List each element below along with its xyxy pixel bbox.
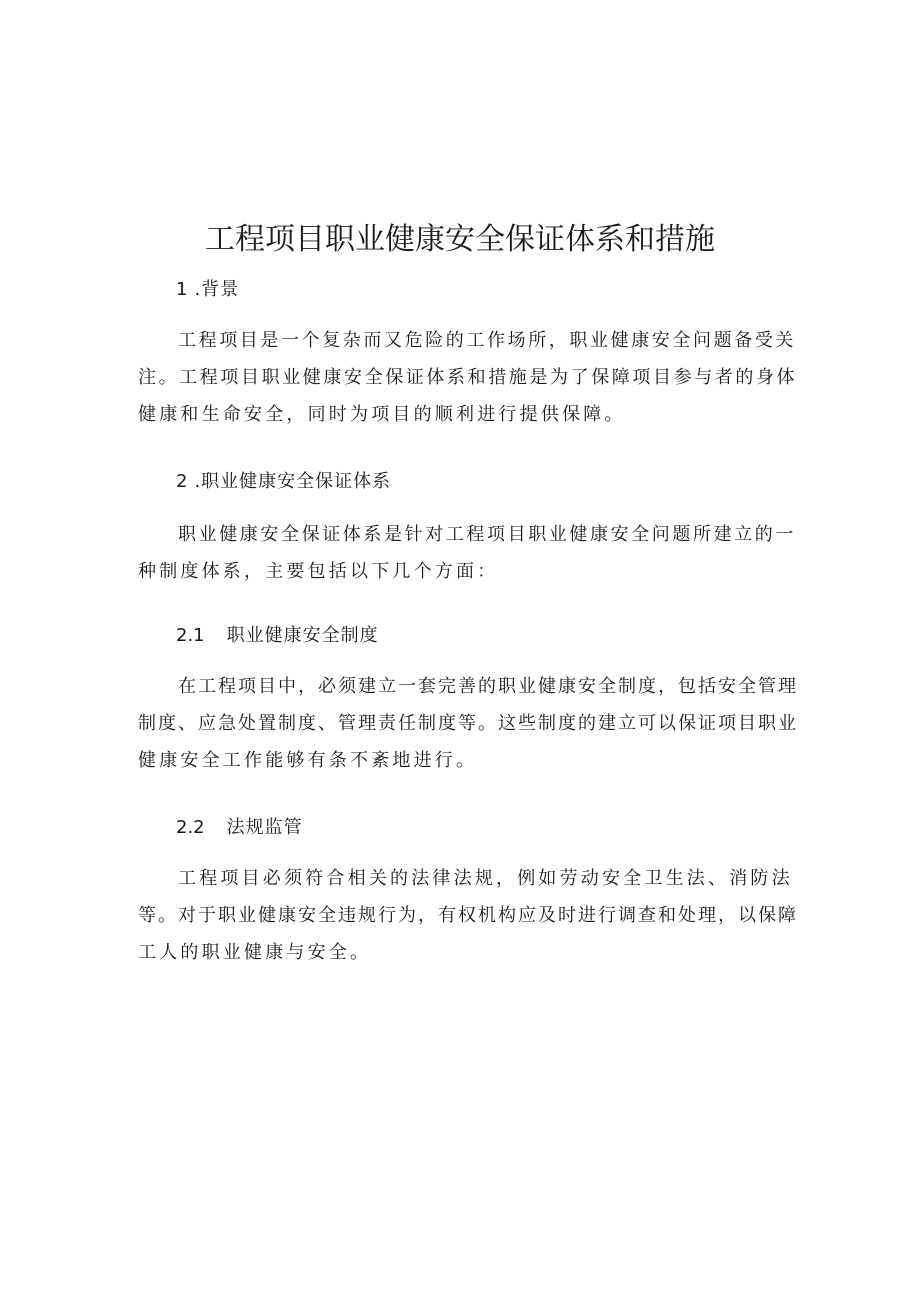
section-title: .背景 [194,279,240,300]
section-paragraph-2-2 [138,860,798,971]
paragraph-line: 制度、应急处置制度、管理责任制度等。这些制度的建立可以保证项目职业 [138,713,798,734]
paragraph-line: 健康安全工作能够有条不紊地进行。 [138,750,478,771]
section-title: .职业健康安全保证体系 [194,471,392,492]
paragraph-line: 工程项目是一个复杂而又危险的工作场所，职业健康安全问题备受关 [178,330,796,351]
paragraph-line: 种制度体系，主要包括以下几个方面： [138,561,499,582]
paragraph-line: 健康和生命安全，同时为项目的顺利进行提供保障。 [138,404,626,425]
section-heading-2 [176,468,391,496]
section-paragraph-2 [138,516,798,590]
section-heading-1 [176,276,239,304]
paragraph-line: 职业健康安全保证体系是针对工程项目职业健康安全问题所建立的一 [178,524,796,545]
paragraph-line: 在工程项目中，必须建立一套完善的职业健康安全制度，包括安全管理 [178,676,798,697]
paragraph-line: 工人的职业健康与安全。 [138,942,372,963]
document-title: 工程项目职业健康安全保证体系和措施 [205,222,715,257]
section-heading-2-2 [176,814,303,842]
section-paragraph-2-1 [138,668,798,779]
section-number: 2.1 [176,625,205,646]
paragraph-line: 注。工程项目职业健康安全保证体系和措施是为了保障项目参与者的身体 [138,367,798,388]
section-title: 法规监管 [226,817,303,838]
section-number: 2 [176,471,189,492]
section-title: 职业健康安全制度 [226,625,379,646]
paragraph-line: 工程项目必须符合相关的法律法规，例如劳动安全卫生法、消防法 [178,868,793,889]
section-number: 2.2 [176,817,205,838]
section-number: 1 [176,279,189,300]
section-paragraph-1 [138,322,798,433]
section-heading-2-1 [176,622,379,650]
paragraph-line: 等。对于职业健康安全违规行为，有权机构应及时进行调查和处理，以保障 [138,905,798,926]
